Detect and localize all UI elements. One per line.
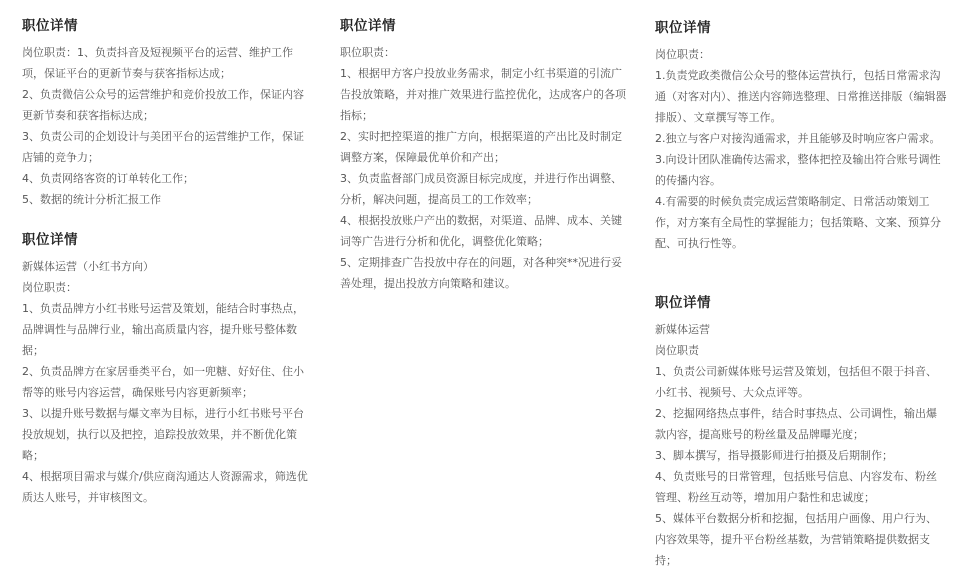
description-line: 3、负责公司的企划设计与美团平台的运营维护工作，保证店铺的竞争力； [22,130,304,164]
job-detail-block [22,230,314,508]
description-line: 3、负责监督部门成员资源目标完成度，并进行作出调整、分析，解决问题，提高员工的工作效率； [340,172,622,206]
description-line: 3、以提升账号数据与爆文率为目标，进行小红书账号平台投放规划，执行以及把控，追踪投放效果，并不断优化策略； [22,407,304,462]
description-line: 3、脚本撰写，指导摄影师进行拍摄及后期制作； [655,449,893,462]
description-line: 1、负责公司新媒体账号运营及策划，包括但不限于抖音、小红书、视频号、大众点评等。 [655,365,937,399]
description-line: 2、挖掘网络热点事件，结合时事热点、公司调性，输出爆款内容，提高账号的粉丝量及品牌曝光度； [655,407,937,441]
description-line: 2、负责品牌方在家居垂类平台，如一兜糖、好好住、住小帮等的账号内容运营，确保账号内容更新频率； [22,365,304,399]
description-line: 岗位职责：1、负责抖音及短视频平台的运营、维护工作项，保证平台的更新节奏与获客指标达成； [22,46,293,80]
description-line: 职位职责： [340,46,395,59]
description-line: 4、根据项目需求与媒介/供应商沟通达人资源需求，筛选优质达人账号，并审核图文。 [22,470,308,504]
section-title: 职位详情 [655,20,711,36]
description-line: 2、实时把控渠道的推广方向，根据渠道的产出比及时制定调整方案，保障最优单价和产出； [340,130,622,164]
job-detail-block [655,18,947,254]
description-line: 岗位职责： [655,48,710,61]
description-line: 1、负责品牌方小红书账号运营及策划，能结合时事热点，品牌调性与品牌行业，输出高质量内容，提升账号整体数据； [22,302,304,357]
section-title: 职位详情 [22,232,78,248]
section-title: 职位详情 [655,295,711,311]
description-line: 4、负责网络客资的订单转化工作； [22,172,194,185]
description-line: 5、数据的统计分析汇报工作 [22,193,161,206]
description-line: 1、根据甲方客户投放业务需求，制定小红书渠道的引流广告投放策略，并对推广效果进行监控优化，达成客户的各项指标； [340,67,626,122]
description-line: 岗位职责 [655,344,699,357]
description-line: 新媒体运营 [655,323,710,336]
description-line: 2、负责微信公众号的运营维护和竞价投放工作，保证内容更新节奏和获客指标达成； [22,88,304,122]
job-description [22,256,314,508]
job-detail-block [22,16,314,210]
description-line: 4、根据投放账户产出的数据，对渠道、品牌、成本、关键词等广告进行分析和优化，调整优化策略； [340,214,622,248]
description-line: 5、定期排查广告投放中存在的问题，对各种突**况进行妥善处理，提出投放方向策略和建议。 [340,256,622,290]
description-line: 4、负责账号的日常管理，包括账号信息、内容发布、粉丝管理、粉丝互动等，增加用户黏性和忠诚度； [655,470,937,504]
section-title: 职位详情 [22,18,78,34]
description-line: 1.负责党政类微信公众号的整体运营执行，包括日常需求沟通（对客对内）、推送内容筛选整理、日常推送排版（编辑器排版）、文章撰写等工作。 [655,69,947,124]
description-line: 2.独立与客户对接沟通需求，并且能够及时响应客户需求。 [655,132,941,145]
description-line: 4.有需要的时候负责完成运营策略制定、日常活动策划工作，对方案有全局性的掌握能力；包括策略、文案、预算分配、可执行性等。 [655,195,941,250]
section-title: 职位详情 [340,18,396,34]
description-line: 新媒体运营（小红书方向） [22,260,154,273]
description-line: 岗位职责： [22,281,77,294]
job-detail-block [340,16,632,294]
job-description [340,42,632,294]
job-description [655,319,947,571]
job-description [655,44,947,254]
description-line: 5、媒体平台数据分析和挖掘，包括用户画像、用户行为、内容效果等，提升平台粉丝基数，为营销策略提供数据支持； [655,512,937,567]
job-detail-block [655,293,947,571]
job-description [22,42,314,210]
description-line: 3.向设计团队准确传达需求，整体把控及输出符合账号调性的传播内容。 [655,153,941,187]
